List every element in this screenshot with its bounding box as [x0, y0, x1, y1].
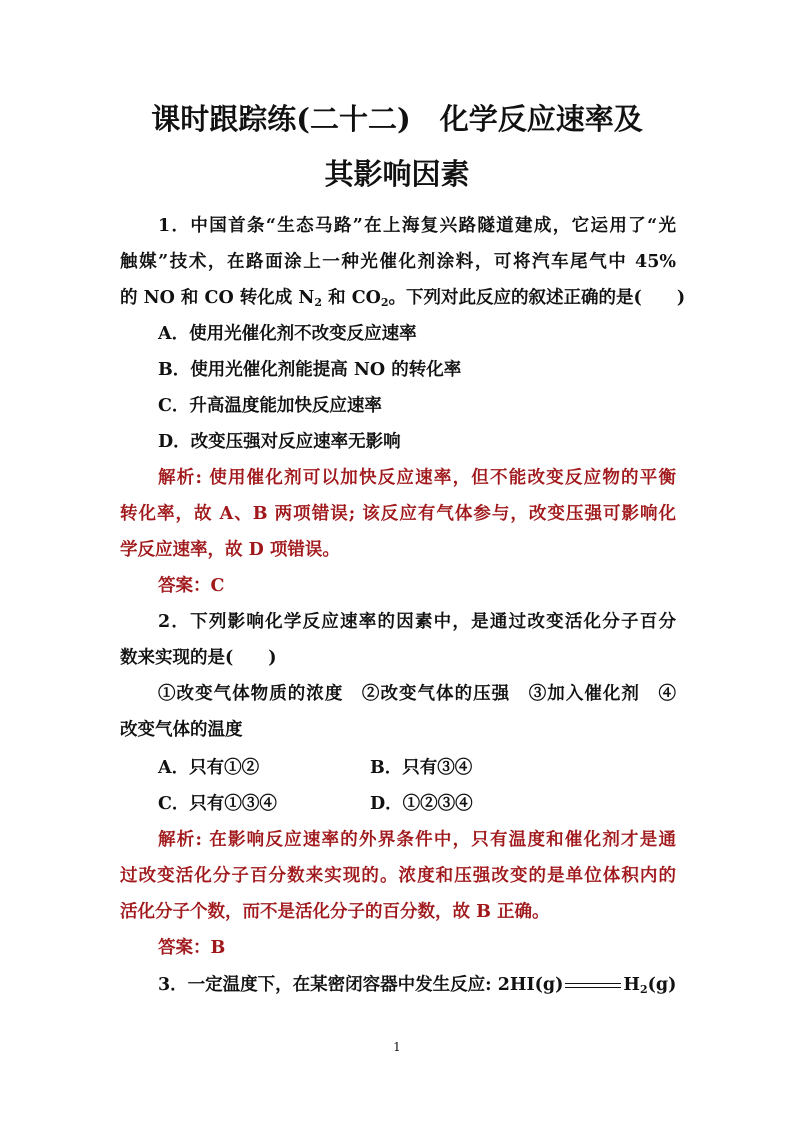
- q1-option-d: D．改变压强对反应速率无影响: [158, 432, 401, 452]
- q2-stem-line-2: 数来实现的是( ): [120, 648, 277, 668]
- page-title-line-2: 其影响因素: [324, 157, 470, 191]
- q2-option-a: A．只有①②: [158, 758, 260, 778]
- q2-analysis-text-1: : 在影响反应速率的外界条件中，只有温度和催化剂才是通: [195, 830, 677, 850]
- q1-analysis-line-3: 学反应速率，故 D 项错误。: [120, 540, 340, 560]
- q2-option-d: D．①②③④: [370, 794, 473, 814]
- q1-option-b: B．使用光催化剂能提高 NO 的转化率: [158, 360, 462, 380]
- page-number: 1: [393, 1040, 401, 1054]
- q1-answer: [120, 568, 676, 604]
- q1-stem-line-1: 1．中国首条“生态马路”在上海复兴路隧道建成，它运用了“光: [158, 216, 676, 236]
- q2-answer-label: 答案: [158, 938, 193, 958]
- page-title-line-1: 课时跟踪练(二十二) 化学反应速率及: [151, 102, 643, 136]
- q1-stem-text-a: 的 NO 和 CO 转化成 N: [120, 288, 315, 308]
- q1-analysis-line-2: 转化率，故 A、B 两项错误; 该反应有气体参与，改变压强可影响化: [120, 504, 676, 524]
- q3-stem-text-b: H: [623, 975, 640, 995]
- q3-stem-line-1: [120, 967, 676, 1008]
- q2-option-b: B．只有③④: [370, 758, 473, 778]
- q2-factors-line-2: 改变气体的温度: [120, 720, 243, 740]
- q1-analysis-text-1: : 使用催化剂可以加快反应速率，但不能改变反应物的平衡: [195, 468, 677, 488]
- q1-analysis-label: 解析: [158, 468, 196, 488]
- q1-analysis-line-1: [120, 460, 676, 496]
- q1-answer-label: 答案: [158, 576, 193, 596]
- q3-stem-text-c: (g): [647, 975, 677, 995]
- q1-stem-text-b: 和 CO: [328, 288, 381, 308]
- q2-analysis-line-3: 活化分子个数，而不是活化分子的百分数，故 B 正确。: [120, 902, 550, 922]
- q2-options-row-1: [120, 750, 676, 786]
- q1-stem-line-3: [120, 280, 686, 321]
- q2-options-row-2: [120, 786, 676, 822]
- q1-option-a: A．使用光催化剂不改变反应速率: [158, 324, 417, 344]
- q2-factors-line-1: ①改变气体物质的浓度 ②改变气体的压强 ③加入催化剂 ④: [158, 684, 676, 704]
- q1-stem-line-2: 触媒”技术，在路面涂上一种光催化剂涂料，可将汽车尾气中 45%: [120, 252, 676, 272]
- q2-analysis-line-1: [120, 822, 676, 858]
- q3-subscript-h2: 2: [639, 983, 648, 996]
- q2-stem-line-1: 2．下列影响化学反应速率的因素中，是通过改变活化分子百分: [158, 612, 676, 632]
- q1-option-c: C．升高温度能加快反应速率: [158, 396, 382, 416]
- q2-option-c: C．只有①③④: [158, 794, 277, 814]
- q2-answer: [120, 930, 676, 966]
- q1-subscript-co2: 2: [380, 296, 389, 309]
- equilibrium-arrow-icon: [565, 981, 621, 991]
- q1-subscript-n2: 2: [314, 296, 323, 309]
- q2-analysis-label: 解析: [158, 830, 196, 850]
- q1-answer-value: ：C: [193, 576, 225, 596]
- q1-stem-text-c: 。下列对此反应的叙述正确的是( ): [388, 288, 686, 308]
- q2-analysis-line-2: 过改变活化分子百分数来实现的。浓度和压强改变的是单位体积内的: [120, 866, 676, 886]
- q2-answer-value: ：B: [193, 938, 226, 958]
- q3-stem-text-a: 3．一定温度下，在某密闭容器中发生反应: 2HI(g): [158, 975, 564, 995]
